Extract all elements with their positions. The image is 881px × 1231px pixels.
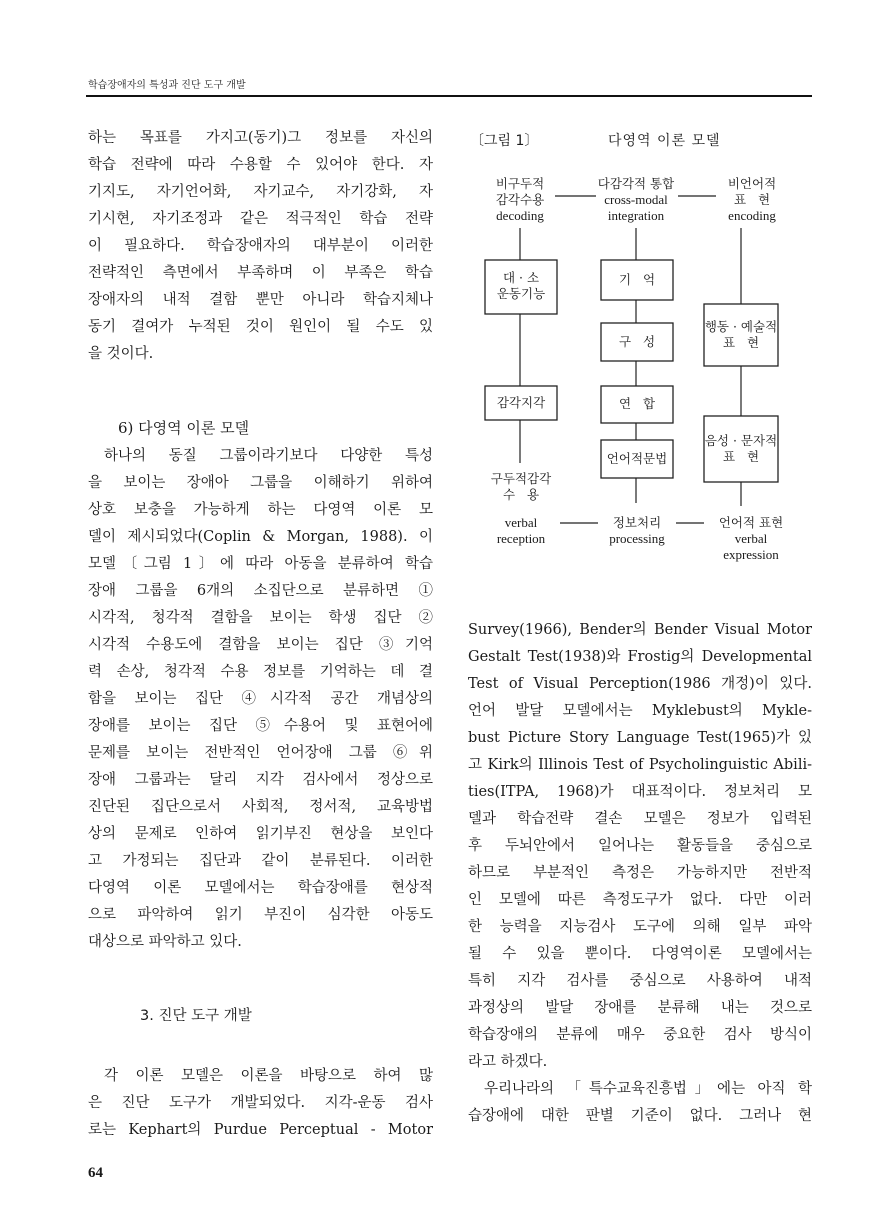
box-phonetic-expression-label: 음성 · 문자적 표 현 [704,433,778,464]
body-line: Test of Visual Perception(1986 개정)이 있다. [468,676,812,692]
body-line: 인 모델에 따른 측정도구가 없다. 다만 이러 [468,892,812,908]
top-right-label-2: 표 현 [733,192,771,207]
body-line: 을 보이는 장애아 그룹을 이해하기 위하여 [88,475,433,491]
body-line: 델과 학습전략 결손 모델은 정보가 입력된 [468,811,812,827]
body-line: 언어 발달 모델에서는 Myklebust의 Mykle- [468,703,812,719]
header-rule [86,95,812,97]
box-perception-label: 감각지각 [496,395,546,410]
bottom-right-label-3: expression [723,547,779,562]
box-grammar-label: 언어적문법 [606,451,668,466]
top-left-label-1: 비구두적 [495,176,545,191]
body-line: 시각적, 청각적 결함을 보이는 학생 집단 ② [88,610,433,626]
body-line: 한 능력을 지능검사 도구에 의해 일부 파악 [468,919,812,935]
body-line: 은 진단 도구가 개발되었다. 지각-운동 검사 [88,1095,433,1111]
bottom-right-label-2: verbal [734,531,768,546]
body-line: 상의 문제로 인하여 읽기부진 현상을 보인다 [88,826,433,842]
body-line: 과정상의 발달 장애를 분류해 내는 것으로 [468,1000,812,1016]
bottom-left-label-3: verbal [504,515,538,530]
page-number: 64 [88,1165,103,1181]
top-right-label-1: 비언어적 [727,176,777,191]
body-line: 으로 파악하여 읽기 부진이 심각한 아동도 [88,907,433,923]
body-line: 력 손상, 청각적 수용 정보를 기억하는 데 결 [88,664,433,680]
figure-title: 다영역 이론 모델 [608,133,721,149]
section-heading: 3. 진단 도구 개발 [140,1008,252,1024]
body-line: 이 필요하다. 학습장애자의 대부분이 이러한 [88,238,433,254]
top-left-label-2: 감각수용 [495,192,545,207]
body-line: 로는 Kephart의 Purdue Perceptual - Motor [88,1122,433,1138]
body-line: 하므로 부분적인 측정은 가능하지만 전반적 [468,865,812,881]
box-memory-label: 기 억 [618,272,656,287]
body-line: 다영역 이론 모델에서는 학습장애를 현상적 [88,880,433,896]
body-line: 고 가정되는 집단과 같이 분류된다. 이러한 [88,853,433,869]
body-line: 대상으로 파악하고 있다. [88,934,242,950]
body-line: Survey(1966), Bender의 Bender Visual Motor [468,622,812,638]
body-line: 고 Kirk의 Illinois Test of Psycholinguistic Abili- [468,757,812,773]
subsection-heading: 6) 다영역 이론 모델 [118,419,250,437]
top-right-label-3: encoding [728,208,776,223]
bottom-left-label-1: 구두적감각 [490,471,552,486]
body-line: 학습 전략에 따라 수용할 수 있어야 한다. 자 [88,157,433,173]
body-line: 시각적 수용도에 결함을 보이는 집단 ③기억 [88,637,433,653]
multi-domain-model-diagram [468,168,812,578]
body-line: 장애를 보이는 집단 ⑤수용어 및 표현어에 [88,718,433,734]
top-center-label-1: 다감각적 통합 [597,176,675,191]
body-line: 동기 결여가 누적된 것이 원인이 될 수도 있 [88,319,433,335]
box-construction-label: 구 성 [618,334,656,349]
top-left-label-3: decoding [496,208,544,223]
body-line: 습장애에 대한 판별 기준이 없다. 그러나 현 [468,1108,812,1124]
body-line: Gestalt Test(1938)와 Frostig의 Developmental [468,649,812,665]
body-line: 장애자의 내적 결함 뿐만 아니라 학습지체나 [88,292,433,308]
bottom-center-label-2: processing [609,531,665,546]
body-line: 라고 하겠다. [468,1054,548,1070]
top-center-label-3: integration [607,208,665,223]
left-column [88,128,433,1148]
figure-label: 〔그림 1〕 [470,133,539,149]
body-line: ties(ITPA, 1968)가 대표적이다. 정보처리 모 [468,784,812,800]
body-line: 장애 그룹과는 달리 지각 검사에서 정상으로 [88,772,433,788]
body-line: 델이 제시되었다(Coplin & Morgan, 1988). 이 [88,529,433,545]
body-line: 특히 지각 검사를 중심으로 사용하여 내적 [468,973,812,989]
body-line: 기시현, 자기조정과 같은 적극적인 학습 전략 [88,211,433,227]
body-line: 하는 목표를 가지고(동기)그 정보를 자신의 [88,130,433,146]
body-line: 진단된 집단으로서 사회적, 정서적, 교육방법 [88,799,433,815]
body-line: 함을 보이는 집단 ④시각적 공간 개념상의 [88,691,433,707]
box-association-label: 연 합 [618,396,656,411]
body-line: 모델〔그림 1〕에 따라 아동을 분류하여 학습 [88,556,433,572]
body-line: 하나의 동질 그룹이라기보다 다양한 특성 [104,448,433,464]
body-line: 각 이론 모델은 이론을 바탕으로 하여 많 [104,1068,433,1084]
box-behavior-expression-label: 행동 · 예술적 표 현 [704,319,778,350]
bottom-left-label-2: 수 용 [502,487,540,502]
body-line: 을 것이다. [88,346,154,362]
body-line: 될 수 있을 뿐이다. 다영역이론 모델에서는 [468,946,812,962]
box-motor-label: 대 · 소 운동기능 [496,270,546,301]
running-head: 학습장애자의 특성과 진단 도구 개발 [88,80,246,91]
body-line: 문제를 보이는 전반적인 언어장애 그룹 ⑥위 [88,745,433,761]
body-line: 장애 그룹을 6개의 소집단으로 분류하면 ① [88,583,433,599]
body-line: 후 두뇌안에서 일어나는 활동들을 중심으로 [468,838,812,854]
body-line: 전략적인 측면에서 부족하며 이 부족은 학습 [88,265,433,281]
bottom-left-label-4: reception [496,531,546,546]
body-line: 우리나라의 「특수교육진흥법」에는 아직 학 [484,1081,812,1097]
right-column [468,620,812,1150]
body-line: 기지도, 자기언어화, 자기교수, 자기강화, 자 [88,184,433,200]
top-center-label-2: cross-modal [604,192,668,207]
body-line: 학습장애의 분류에 매우 중요한 검사 방식이 [468,1027,812,1043]
body-line: 상호 보충을 가능하게 하는 다영역 이론 모 [88,502,433,518]
body-line: bust Picture Story Language Test(1965)가 있 [468,730,812,746]
bottom-right-label-1: 언어적 표현 [718,515,784,530]
bottom-center-label-1: 정보처리 [612,515,662,530]
